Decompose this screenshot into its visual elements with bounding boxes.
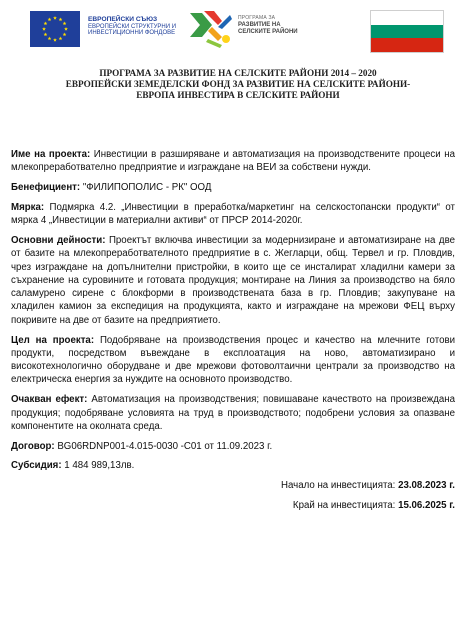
programme-heading	[20, 68, 456, 101]
programme-logo-line: ПРОГРАМА ЗА	[238, 15, 276, 21]
flag-stripe-red	[371, 38, 443, 52]
field-label: Основни дейности:	[11, 234, 106, 246]
eu-logo-line: ЕВРОПЕЙСКИ СЪЮЗ	[88, 16, 158, 23]
start-date-value: 23.08.2023 г.	[398, 480, 455, 492]
field-label: Очакван ефект:	[11, 394, 88, 406]
field-label: Име на проекта:	[11, 149, 91, 160]
logos-header	[0, 0, 476, 66]
end-date-label: Край на инвестицията:	[292, 500, 399, 512]
beneficiary-paragraph	[11, 181, 455, 194]
heading-line: ЕВРОПЕЙСКИ ЗЕМЕДЕЛСКИ ФОНД ЗА РАЗВИТИЕ НА СЕЛСКИТЕ РАЙОНИ-	[65, 79, 411, 89]
field-value: BG06RDNP001-4.015-0030 -C01 от 11.09.2023 г.	[54, 440, 273, 452]
field-value: Проектът включва инвестиции за модернизиране и автоматизиране на две от базите на млекопреработвателното предприятие в с. Жегларци, общ. Тервел и гр. Пловдив, чрез изграждане на допълнителни пристройки, в които ще се инсталират хладилни камери за съхранение на суровините и готовата продукция; монтиране на Линия за производство на бяло саламурено сирене с блокформи в производствената база в гр. Пловдив; закупуване на хладилен камион за експедиция на продукцията, както и изграждане на мрежови ФЕЦ върху покривите на две от базите на предприятието.	[11, 234, 455, 326]
field-value: Автоматизация на производствения; повишаване качеството на произвеждана продукция; подобряване условията на труд в производството; подобрени условия за опазване компонентите на околната среда.	[11, 394, 455, 432]
eu-logo-text	[88, 17, 188, 37]
field-label: Договор:	[11, 440, 55, 452]
field-value: Инвестиции в разширяване и автоматизация на производствените процеси на млекопреработвателно предприятие и изграждане на ВЕИ за собствени нужди.	[11, 149, 455, 174]
heading-line: ЕВРОПА ИНВЕСТИРА В СЕЛСКИТЕ РАЙОНИ	[136, 90, 340, 100]
programme-logo-line: СЕЛСКИТЕ РАЙОНИ	[238, 28, 298, 35]
flag-stripe-white	[371, 11, 443, 25]
activities-paragraph	[11, 234, 455, 327]
field-label: Цел на проекта:	[11, 334, 95, 346]
field-value: "ФИЛИПОПОЛИС - РК" ООД	[80, 182, 212, 194]
end-date-line	[11, 499, 455, 512]
start-date-label: Начало на инвестицията:	[281, 480, 399, 492]
field-label: Бенефициент:	[11, 182, 81, 194]
flag-stripe-green	[371, 25, 443, 39]
field-value: Подобряване на производствения процес и качество на млечните готови продукти, посредством въвеждане в експлоатация на ново, автоматизирано и високотехнологично оборудване и две мрежови фотоволтаични централи за производство на електрическа енергия за нуждите на основното производство.	[11, 334, 456, 386]
field-label: Субсидия:	[11, 460, 62, 472]
rural-programme-logo-icon	[188, 7, 233, 49]
subsidy-paragraph	[11, 459, 455, 472]
eu-logo-line: ЕВРОПЕЙСКИ СТРУКТУРНИ И	[88, 23, 177, 30]
goal-paragraph	[11, 334, 455, 387]
project-details	[11, 148, 455, 519]
contract-paragraph	[11, 440, 455, 453]
rural-programme-logo-text	[238, 15, 308, 35]
effect-paragraph	[11, 393, 455, 433]
bulgarian-flag-icon	[370, 10, 444, 53]
measure-paragraph	[11, 201, 455, 228]
end-date-value: 15.06.2025 г.	[398, 500, 455, 512]
field-label: Мярка:	[11, 201, 45, 213]
heading-line: ПРОГРАМА ЗА РАЗВИТИЕ НА СЕЛСКИТЕ РАЙОНИ 2014 – 2020	[99, 68, 377, 78]
eu-logo-line: ИНВЕСТИЦИОННИ ФОНДОВЕ	[88, 30, 176, 37]
project-name-paragraph	[11, 148, 455, 175]
field-value: Подмярка 4.2. „Инвестиции в преработка/маркетинг на селскостопански продукти“ от мярка 4 „Инвестиции в материални активи“ от ПРСР 2014-2020г.	[11, 201, 455, 227]
start-date-line	[11, 479, 455, 492]
field-value: 1 484 989,13лв.	[61, 460, 135, 472]
programme-logo-line: РАЗВИТИЕ НА	[238, 21, 281, 28]
eu-flag-icon	[30, 11, 80, 47]
